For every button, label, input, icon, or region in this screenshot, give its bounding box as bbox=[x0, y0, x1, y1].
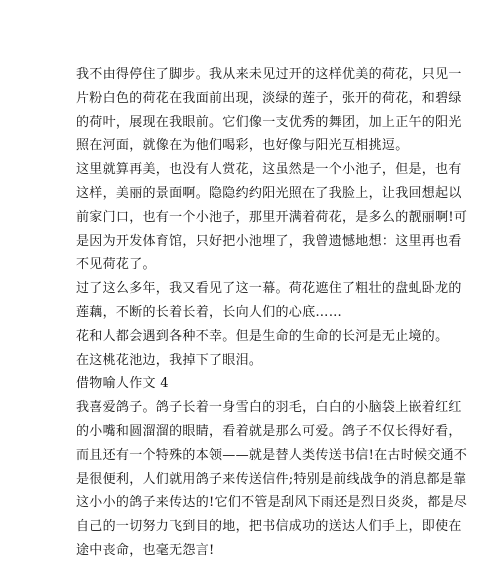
text-line: 的小嘴和圆溜溜的眼睛，看着就是那么可爱。鸽子不仅长得好看， bbox=[76, 424, 462, 439]
text-line: 途中丧命，也毫无怨言! bbox=[76, 543, 215, 558]
text-line: 照在河面，就像在为他们喝彩，也好像与阳光互相挑逗。 bbox=[76, 138, 409, 153]
text-line: 自己的一切努力飞到目的地，把书信成功的送达人们手上，即使在 bbox=[76, 519, 462, 534]
text-line: 花和人都会遇到各种不幸。但是生命的生命的长河是无止境的。 bbox=[76, 329, 449, 344]
text-line: 莲藕，不断的长着长着，长向人们的心底…… bbox=[76, 305, 343, 320]
text-line: 片粉白色的荷花在我面前出现，淡绿的莲子，张开的荷花，和碧绿 bbox=[76, 91, 462, 106]
text-line: 这样，美丽的景面啊。隐隐约约阳光照在了我脸上，让我回想起以 bbox=[76, 186, 462, 201]
text-line: 是很便利，人们就用鸽子来传送信件;特别是前线战争的消息都是靠 bbox=[76, 472, 467, 487]
text-line: 我不由得停住了脚步。我从来未见过开的这样优美的荷花，只见一 bbox=[76, 67, 462, 82]
text-line: 前家门口，也有一个小池子，那里开满着荷花，是多么的靓丽啊!可 bbox=[76, 210, 468, 225]
text-line: 是因为开发体育馆，只好把小池埋了，我曾遗憾地想：这里再也看 bbox=[76, 234, 462, 249]
text-line: 的荷叶，展现在我眼前。它们像一支优秀的舞团，加上正午的阳光 bbox=[76, 115, 462, 130]
text-line: 不见荷花了。 bbox=[76, 257, 156, 272]
text-line: 这小小的鸽子来传达的!它们不管是刮风下雨还是烈日炎炎，都是尽 bbox=[76, 495, 468, 510]
text-line: 我喜爱鸽子。鸽子长着一身雪白的羽毛，白白的小脑袋上嵌着红红 bbox=[76, 400, 462, 415]
section-heading: 借物喻人作文 4 bbox=[76, 376, 169, 391]
text-line: 在这桃花池边，我掉下了眼泪。 bbox=[76, 353, 263, 368]
text-line: 过了这么多年，我又看见了这一幕。荷花遮住了粗壮的盘虬卧龙的 bbox=[76, 281, 462, 296]
text-line: 这里就算再美，也没有人赏花，这虽然是一个小池子，但是，也有 bbox=[76, 162, 462, 177]
text-line: 而且还有一个特殊的本领——就是替人类传送书信!在古时候交通不 bbox=[76, 448, 468, 463]
